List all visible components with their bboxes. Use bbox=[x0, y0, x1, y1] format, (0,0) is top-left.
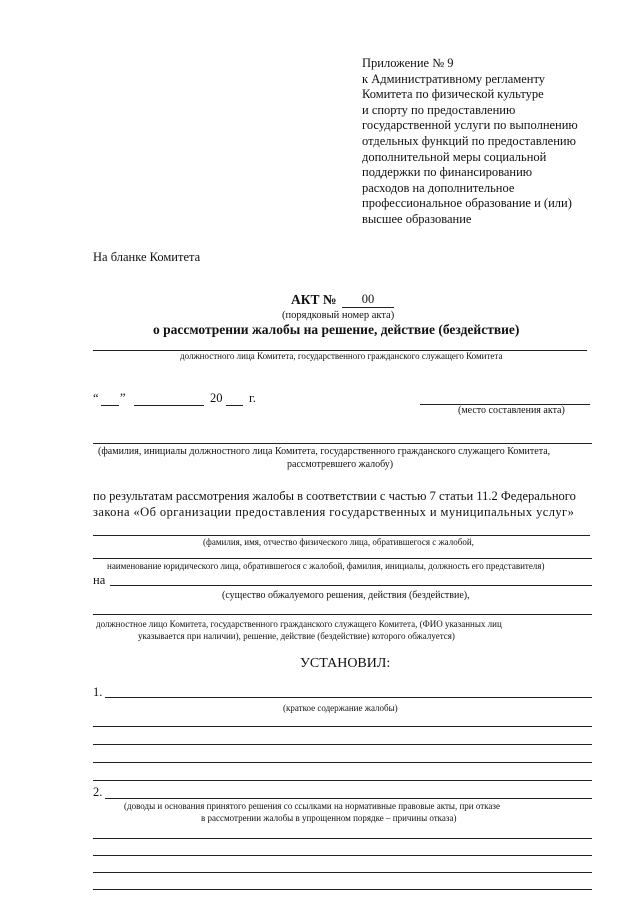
act-number-hint: (порядковый номер акта) bbox=[282, 310, 395, 321]
appeal-hint-1: должностное лицо Комитета, государственного гражданского служащего Комитета, (ФИО указанных лиц bbox=[96, 619, 502, 629]
appendix-header bbox=[362, 56, 578, 228]
body-line-2: закона «Об организации предоставления государственных и муниципальных услуг» bbox=[93, 505, 575, 519]
date-quote-close: ” bbox=[120, 391, 126, 405]
appendix-line: и спорту по предоставлению bbox=[362, 102, 516, 117]
legal-line bbox=[93, 558, 592, 559]
appendix-line: Комитета по физической культуре bbox=[362, 87, 544, 102]
blank-line bbox=[93, 780, 592, 781]
essence-line bbox=[110, 585, 592, 586]
blank-line bbox=[93, 855, 592, 856]
item-1-number: 1. bbox=[93, 685, 103, 699]
appeal-hint-2: указывается при наличии), решение, действие (бездействие) которого обжалуется) bbox=[138, 631, 455, 641]
complaint-hint: (краткое содержание жалобы) bbox=[283, 703, 398, 713]
appeal-line bbox=[93, 614, 592, 615]
act-subject: о рассмотрении жалобы на решение, действие (бездействие) bbox=[153, 322, 520, 337]
reasons-hint-2: в рассмотрении жалобы в упрощенном порядке – причины отказа) bbox=[201, 813, 457, 823]
reviewer-line bbox=[93, 443, 592, 444]
blank-line bbox=[93, 744, 592, 745]
appendix-line: дополнительной меры социальной bbox=[362, 149, 547, 164]
blank-line bbox=[93, 726, 592, 727]
blank-line bbox=[93, 889, 592, 890]
date-year-line bbox=[226, 405, 243, 406]
blank-line bbox=[93, 762, 592, 763]
body-line-1: по результатам рассмотрения жалобы в соответствии с частью 7 статьи 11.2 Федерального bbox=[93, 489, 576, 503]
place-hint: (место составления акта) bbox=[458, 405, 565, 416]
blank-line bbox=[93, 838, 592, 839]
person-line bbox=[93, 535, 590, 536]
appendix-line: расходов на дополнительное bbox=[362, 180, 515, 195]
date-year-prefix: 20 bbox=[210, 391, 223, 405]
reviewer-hint-2: рассмотревшего жалобу) bbox=[287, 459, 394, 470]
appendix-line: поддержки по финансированию bbox=[362, 165, 533, 180]
official-hint: должностного лица Комитета, государственного гражданского служащего Комитета bbox=[180, 351, 503, 361]
appendix-title: Приложение № 9 bbox=[362, 56, 454, 70]
complaint-line bbox=[105, 697, 592, 698]
date-quote-open: “ bbox=[93, 391, 99, 405]
act-prefix: АКТ № bbox=[291, 292, 337, 307]
reasons-line bbox=[105, 798, 592, 799]
appendix-line: высшее образование bbox=[362, 211, 472, 226]
person-hint: (фамилия, имя, отчество физического лица, обратившегося с жалобой, bbox=[203, 537, 474, 547]
date-day-line bbox=[101, 405, 119, 406]
appendix-line: профессиональное образование и (или) bbox=[362, 196, 572, 211]
item-2-number: 2. bbox=[93, 785, 103, 799]
established-heading: УСТАНОВИЛ: bbox=[300, 656, 391, 671]
appendix-line: государственной услуги по выполнению bbox=[362, 118, 578, 133]
date-month-line bbox=[134, 405, 204, 406]
letterhead-note: На бланке Комитета bbox=[93, 250, 201, 264]
reviewer-hint-1: (фамилия, инициалы должностного лица Комитета, государственного гражданского служащего Комитета, bbox=[98, 446, 551, 457]
appendix-line: к Административному регламенту bbox=[362, 71, 546, 86]
act-number-line bbox=[342, 307, 394, 308]
essence-hint: (существо обжалуемого решения, действия (бездействие), bbox=[222, 590, 470, 601]
appendix-line: отдельных функций по предоставлению bbox=[362, 133, 576, 148]
act-number: 00 bbox=[361, 292, 375, 306]
na-label: на bbox=[93, 573, 106, 587]
reasons-hint-1: (доводы и основания принятого решения со ссылками на нормативные правовые акты, при отказе bbox=[124, 801, 500, 811]
blank-line bbox=[93, 872, 592, 873]
date-year-suffix: г. bbox=[249, 391, 256, 405]
legal-hint: наименование юридического лица, обратившегося с жалобой, фамилия, инициалы, должность его представителя) bbox=[107, 561, 545, 571]
